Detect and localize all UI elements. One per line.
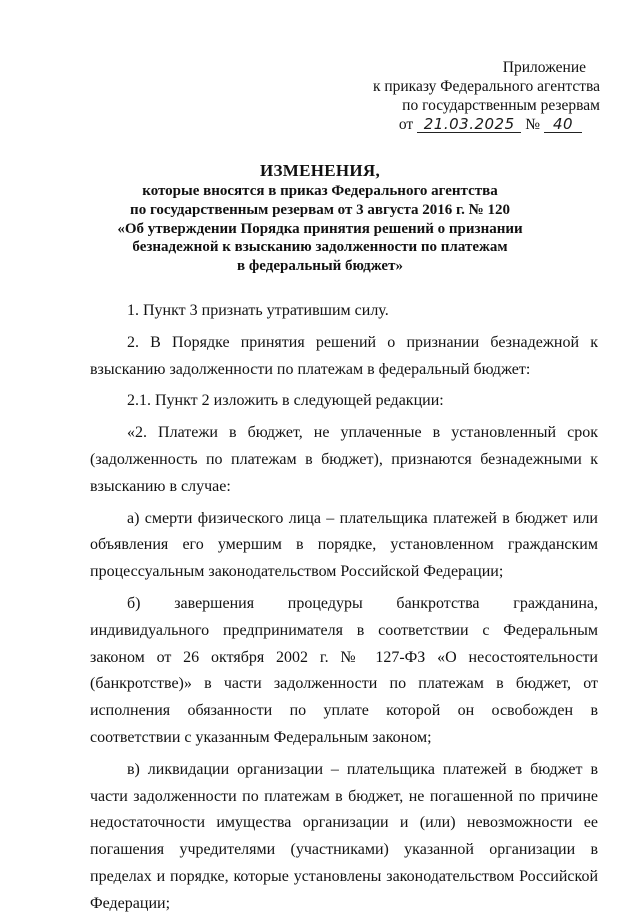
order-date-handwritten: 21.03.2025: [417, 116, 521, 133]
appendix-line-2: по государственным резервам: [402, 97, 600, 114]
paragraph-clause-2: «2. Платежи в бюджет, не уплаченные в установленный срок (задолженность по платежам в бюджет), признаются безнадежными к взысканию в случае:: [90, 424, 598, 495]
paragraph-subclause-b: б) завершения процедуры банкротства гражданина, индивидуального предпринимателя в соответствии с Федеральным законом от 26 октября 2002 г. № 127-ФЗ «О несостоятельности (банкротстве)» в части задолженности по платежам в бюджет, от исполнения обязанности по уплате которой он освобожден в соответствии с указанным Федеральным законом;: [90, 594, 598, 746]
paragraph-subclause-v: в) ликвидации организации – плательщика платежей в бюджет в части задолженности по платежам в бюджет, не погашенной по причине недостаточности имущества организации и (или) невозможности ее погашения учредителями (участниками) указанной организации в пределах и порядке, которые установлены законодательством Российской Федерации;: [90, 760, 598, 912]
appendix-block: [360, 58, 600, 134]
heading-line-3: «Об утверждении Порядка принятия решений о признании: [117, 220, 523, 237]
order-reference: [360, 115, 600, 134]
document-heading: [80, 160, 560, 276]
heading-line-4: безнадежной к взысканию задолженности по платежам: [132, 239, 508, 256]
heading-line-2: по государственным резервам от 3 августа 2016 г. № 120: [130, 201, 510, 218]
order-prefix: от: [398, 116, 414, 133]
paragraph-item-2: 2. В Порядке принятия решений о признании безнадежной к взысканию задолженности по платежам в федеральный бюджет:: [90, 333, 598, 378]
heading-title: ИЗМЕНЕНИЯ,: [259, 161, 381, 180]
order-number-handwritten: 40: [544, 116, 582, 133]
appendix-line-1: к приказу Федерального агентства: [372, 78, 600, 95]
paragraph-item-1: 1. Пункт 3 признать утратившим силу.: [127, 302, 389, 319]
document-body: [90, 298, 598, 923]
heading-line-5: в федеральный бюджет»: [237, 258, 403, 275]
heading-line-1: которые вносятся в приказ Федерального агентства: [142, 183, 498, 199]
order-number-prefix: №: [525, 116, 540, 133]
paragraph-subclause-a: а) смерти физического лица – плательщика платежей в бюджет или объявления его умершим в порядке, установленном гражданским процессуальным законодательством Российской Федерации;: [90, 509, 598, 581]
appendix-title: Приложение: [502, 59, 586, 76]
paragraph-item-2-1: 2.1. Пункт 2 изложить в следующей редакции:: [127, 392, 444, 410]
